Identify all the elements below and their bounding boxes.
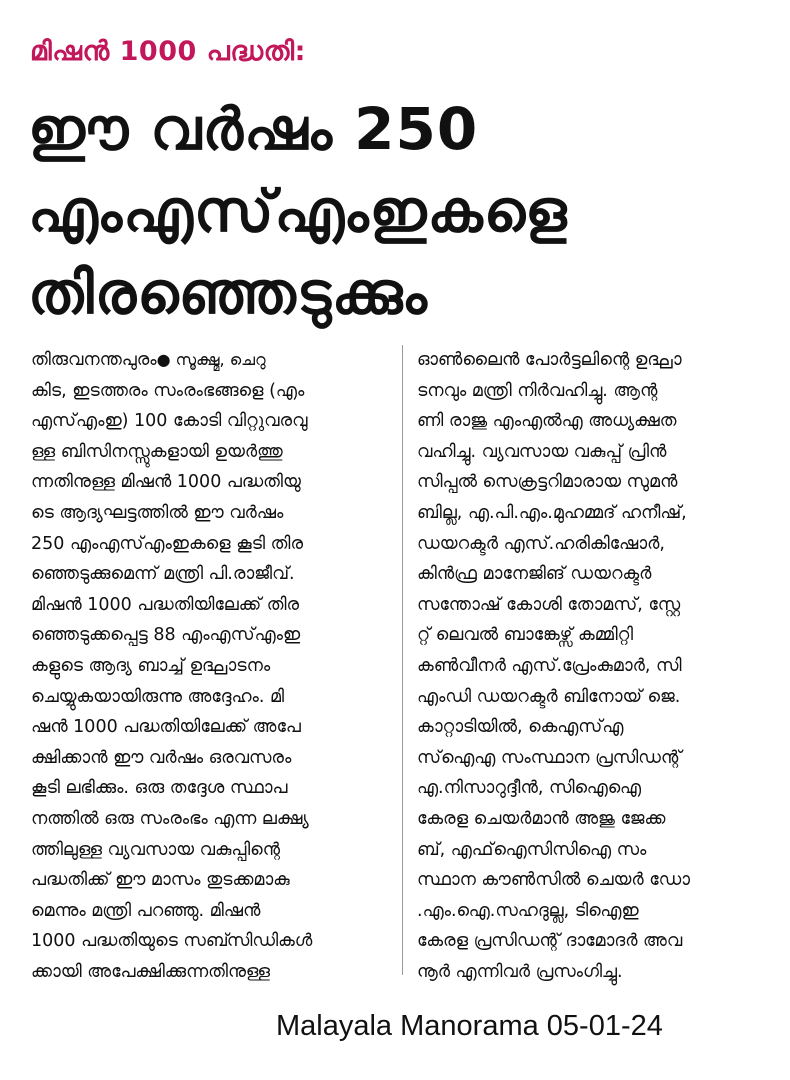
text-line: സിപ്പൽ സെക്രട്ടറിമാരായ സുമൻ [417,472,678,493]
text-line: ക്കായി അപേക്ഷിക്കുന്നതിനുള്ള [31,961,271,982]
text-line: മിഷൻ 1000 പദ്ധതിയിലേക്ക് തിര [31,594,300,615]
text-line: കാറ്റാടിയിൽ, കെഎസ്എ [417,717,624,738]
text-line: ള്ള ബിസിനസ്സുകളായി ഉയർത്തു [31,441,283,462]
text-line: കളുടെ ആദ്യ ബാച്ച് ഉദ്ഘാടനം [31,655,271,676]
text-line: പദ്ധതിക്ക് ഈ മാസം തുടക്കമാകു [31,870,290,891]
text-line: ണി രാജു എംഎൽഎ അധ്യക്ഷത [417,411,677,432]
text-line: ത്തിലുള്ള വ്യവസായ വകുപ്പിന്റെ [31,839,281,860]
text-line: ബില്ല, എ.പി.എം.മുഹമ്മദ് ഹനീഷ്, [417,502,687,523]
text-line: കിൻഫ്ര മാനേജിങ് ഡയറക്ടർ [417,564,652,585]
text-line: ന്നതിനുള്ള മിഷൻ 1000 പദ്ധതിയു [31,472,301,493]
text-line: കേരള ചെയർമാൻ അജു ജേക്ക [417,808,666,829]
headline-line: തിരഞ്ഞെടുക്കും [28,259,428,327]
text-line [31,345,391,376]
source-caption: Malayala Manorama 05-01-24 [276,1010,663,1042]
text-line: നത്തിൽ ഒരു സംരംഭം എന്ന ലക്ഷ്യ [31,808,309,829]
text-line: ഞ്ഞെടുക്കുമെന്ന് മന്ത്രി പി.രാജീവ്. [31,564,295,585]
text-line: കേരള പ്രസിഡന്റ് ദാമോദർ അവ [417,931,683,952]
text-line: സ്ഐഎ സംസ്ഥാന പ്രസിഡന്റ് [417,747,682,768]
text-line: കൂടി ലഭിക്കും. ഒരു തദ്ദേശ സ്ഥാപ [31,778,288,799]
text-line: സ്ഥാന കൗൺസിൽ ചെയർ ഡോ [417,870,691,891]
text-line: സന്തോഷ് കോശി തോമസ്, സ്റ്റേ [417,594,681,615]
headline-line: ഈ വർഷം 250 [28,95,479,163]
headline [28,88,768,334]
text-line: ക്ഷിക്കാൻ ഈ വർഷം ഒരവസരം [31,747,292,768]
text-line: ടെ ആദ്യഘട്ടത്തിൽ ഈ വർഷം [31,502,284,523]
article-column-right [417,345,777,987]
text-line: ഷൻ 1000 പദ്ധതിയിലേക്ക് അപേ [31,717,301,738]
text-line: എ.നിസാറുദ്ദീൻ, സിഐഐ [417,778,642,799]
text-line: ബ്, എഫ്ഐസിസിഐ സം [417,839,647,860]
text-line: ഞ്ഞെടുക്കപ്പെട്ട 88 എംഎസ്എംഇ [31,625,301,646]
text-line: കൺവീനർ എസ്.പ്രേംകുമാർ, സി [417,655,682,676]
text-line: 250 എംഎസ്എംഇകളെ കൂടി തിര [31,533,303,554]
text-line: ചെയ്യുകയായിരുന്നു അദ്ദേഹം. മി [31,686,285,707]
text-line: നൂർ എന്നിവർ പ്രസംഗിച്ചു. [417,961,623,982]
text-line: ● സൂക്ഷ്മ, ചെറു [156,350,266,369]
text-line: കിട, ഇടത്തരം സംരംഭങ്ങളെ (എം [31,380,305,401]
text-line: ഓൺലൈൻ പോർട്ടലിന്റെ ഉദ്ഘാ [417,350,682,370]
text-line: .എം.ഐ.സഹദുല്ല, ടിഐഇ [417,900,639,921]
dateline: തിരുവനന്തപുരം [31,350,157,370]
column-divider [402,345,403,975]
text-line: എസ്എംഇ) 100 കോടി വിറ്റുവരവു [31,411,308,432]
text-line: റ്റ് ലെവൽ ബാങ്കേഴ്സ് കമ്മിറ്റി [417,625,634,646]
text-line: 1000 പദ്ധതിയുടെ സബ്സിഡികൾ [31,931,313,952]
text-line: എംഡി ഡയറക്ടർ ബിനോയ് ജെ. [417,686,681,707]
text-line: മെന്നും മന്ത്രി പറഞ്ഞു. മിഷൻ [31,900,261,921]
text-line: ടനവും മന്ത്രി നിർവഹിച്ചു. ആന്റ [417,380,658,401]
article-column-left [31,345,391,987]
headline-line: എംഎസ്എംഇകളെ [28,177,568,245]
text-line: ഡയറക്ടർ എസ്.ഹരികിഷോർ, [417,533,665,554]
text-line: വഹിച്ചു. വ്യവസായ വകുപ്പ് പ്രിൻ [417,441,667,462]
kicker: മിഷൻ 1000 പദ്ധതി: [30,36,306,67]
